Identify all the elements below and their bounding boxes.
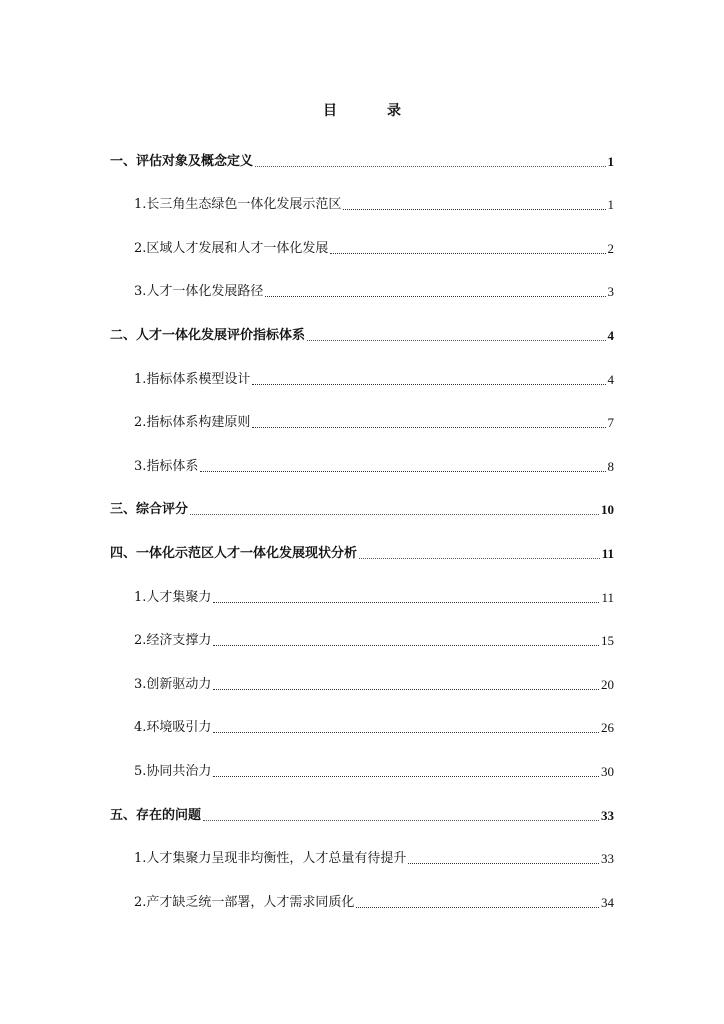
toc-leader-dots bbox=[203, 820, 599, 821]
toc-entry-text: 4.环境吸引力 bbox=[134, 720, 212, 736]
toc-entry-page: 33 bbox=[601, 807, 614, 823]
toc-entry[interactable] bbox=[110, 315, 614, 359]
toc-leader-dots bbox=[255, 166, 605, 167]
toc-entry-text: 2.指标体系构建原则 bbox=[134, 415, 251, 431]
toc-entry[interactable] bbox=[110, 403, 614, 447]
toc-leader-dots bbox=[265, 296, 605, 297]
toc-leader-dots bbox=[343, 209, 605, 210]
toc-entry[interactable] bbox=[110, 795, 614, 839]
toc-entry-page: 7 bbox=[607, 415, 614, 431]
toc-entry-page: 33 bbox=[601, 851, 614, 867]
toc-entry[interactable] bbox=[110, 577, 614, 621]
toc-leader-dots bbox=[213, 645, 599, 646]
toc-leader-dots bbox=[307, 340, 605, 341]
toc-entry[interactable] bbox=[110, 882, 614, 926]
toc-entry-text: 五、存在的问题 bbox=[110, 807, 202, 823]
toc-leader-dots bbox=[359, 558, 600, 559]
toc-entry[interactable] bbox=[110, 446, 614, 490]
toc-title: 目 录 bbox=[323, 103, 419, 119]
toc-entry-text: 3.人才一体化发展路径 bbox=[134, 284, 264, 300]
toc-leader-dots bbox=[200, 471, 605, 472]
toc-entry-page: 10 bbox=[601, 502, 614, 518]
toc-entry[interactable] bbox=[110, 141, 614, 185]
toc-entry-page: 11 bbox=[601, 545, 614, 561]
toc-entry[interactable] bbox=[110, 751, 614, 795]
toc-entry-text: 三、综合评分 bbox=[110, 502, 189, 518]
toc-entry-text: 3.创新驱动力 bbox=[134, 676, 212, 692]
toc-entry-text: 二、人才一体化发展评价指标体系 bbox=[110, 327, 306, 343]
toc-entry-text: 1.人才集聚力呈现非均衡性，人才总量有待提升 bbox=[134, 851, 407, 867]
toc-entry-page: 30 bbox=[601, 763, 614, 779]
toc-leader-dots bbox=[190, 514, 599, 515]
toc-leader-dots bbox=[213, 732, 599, 733]
toc-entry-page: 15 bbox=[601, 633, 614, 649]
toc-entry-page: 26 bbox=[601, 720, 614, 736]
toc-leader-dots bbox=[213, 776, 599, 777]
toc-leader-dots bbox=[408, 863, 599, 864]
toc-entry-page: 1 bbox=[607, 197, 614, 213]
toc-entry-text: 一、评估对象及概念定义 bbox=[110, 153, 254, 169]
toc-entry[interactable] bbox=[110, 839, 614, 883]
toc-leader-dots bbox=[356, 907, 599, 908]
toc-entry-page: 4 bbox=[607, 327, 614, 343]
toc-entry[interactable] bbox=[110, 359, 614, 403]
toc-entry-page: 1 bbox=[607, 153, 614, 169]
toc-entry-text: 2.产才缺乏统一部署，人才需求同质化 bbox=[134, 894, 355, 910]
toc-entry[interactable] bbox=[110, 185, 614, 229]
toc-entry[interactable] bbox=[110, 533, 614, 577]
toc-entry-page: 8 bbox=[607, 458, 614, 474]
toc-entry-page: 34 bbox=[601, 894, 614, 910]
toc-leader-dots bbox=[252, 384, 605, 385]
toc-entry-page: 3 bbox=[607, 284, 614, 300]
toc-entry-text: 1.人才集聚力 bbox=[134, 589, 212, 605]
toc-leader-dots bbox=[213, 602, 599, 603]
toc-entry[interactable] bbox=[110, 664, 614, 708]
toc-entry-text: 3.指标体系 bbox=[134, 458, 199, 474]
toc-entry-page: 4 bbox=[607, 371, 614, 387]
toc-entry-text: 2.区域人才发展和人才一体化发展 bbox=[134, 240, 329, 256]
toc-entry-page: 20 bbox=[601, 676, 614, 692]
toc-entry-text: 1.长三角生态绿色一体化发展示范区 bbox=[134, 197, 342, 213]
toc-leader-dots bbox=[213, 689, 599, 690]
toc-entry[interactable] bbox=[110, 228, 614, 272]
toc-entry[interactable] bbox=[110, 272, 614, 316]
toc-entry-text: 5.协同共治力 bbox=[134, 763, 212, 779]
toc-entry-page: 2 bbox=[607, 240, 614, 256]
toc-entry-text: 2.经济支撑力 bbox=[134, 633, 212, 649]
toc-leader-dots bbox=[252, 427, 605, 428]
toc-entry[interactable] bbox=[110, 708, 614, 752]
toc-entry-page: 11 bbox=[601, 589, 614, 605]
toc-entry-text: 1.指标体系模型设计 bbox=[134, 371, 251, 387]
toc-entry-text: 四、一体化示范区人才一体化发展现状分析 bbox=[110, 545, 358, 561]
toc-entry[interactable] bbox=[110, 621, 614, 665]
toc-list bbox=[110, 141, 614, 926]
toc-leader-dots bbox=[330, 253, 605, 254]
toc-entry[interactable] bbox=[110, 490, 614, 534]
